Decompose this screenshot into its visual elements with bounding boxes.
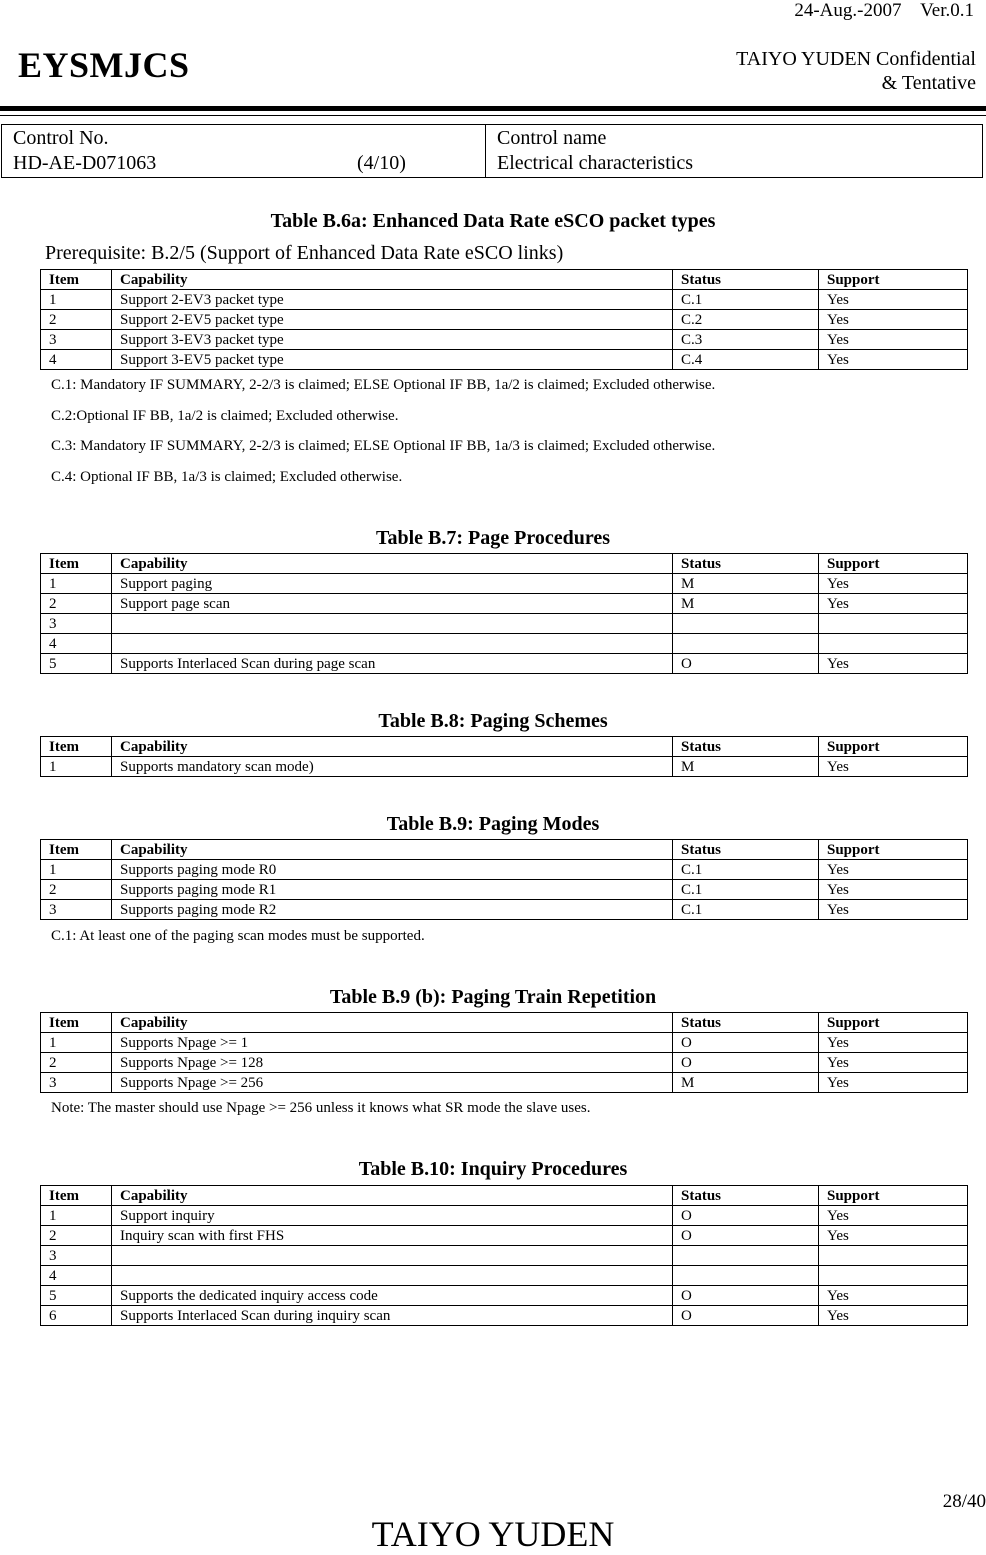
cell-support: Yes: [819, 1306, 968, 1326]
table-note: C.1: Mandatory IF SUMMARY, 2-2/3 is claimed; ELSE Optional IF BB, 1a/2 is claimed; Excluded otherwise.: [51, 377, 716, 393]
page-number: 28/40: [942, 1491, 986, 1512]
cell-capability: Supports paging mode R0: [112, 860, 673, 880]
cell-status: C.3: [673, 330, 819, 350]
cell-status: C.1: [673, 290, 819, 310]
header-rule-thick: [0, 106, 986, 111]
table-row: [41, 1226, 968, 1246]
cell-item: 1: [41, 757, 112, 777]
cell-capability: Support page scan: [112, 594, 673, 614]
cell-item: 4: [41, 1266, 112, 1286]
cell-support: Yes: [819, 574, 968, 594]
cell-item: 2: [41, 1226, 112, 1246]
cell-status: O: [673, 1306, 819, 1326]
control-name-value: Electrical characteristics: [497, 152, 693, 174]
cell-capability: Supports the dedicated inquiry access code: [112, 1286, 673, 1306]
table-row: [41, 900, 968, 920]
cell-capability: Support 2-EV5 packet type: [112, 310, 673, 330]
table-row: [41, 594, 968, 614]
cell-status: O: [673, 1286, 819, 1306]
control-name-cell: [486, 125, 693, 177]
column-header-capability: Capability: [112, 554, 673, 574]
cell-support: Yes: [819, 1226, 968, 1246]
column-header-status: Status: [673, 270, 819, 290]
pics-table: [40, 269, 968, 370]
cell-support: Yes: [819, 860, 968, 880]
cell-status: O: [673, 1053, 819, 1073]
pics-table: [40, 553, 968, 674]
control-page-fraction: (4/10): [357, 152, 406, 174]
control-number-cell: [2, 125, 486, 177]
table-row: [41, 290, 968, 310]
control-box: [1, 124, 983, 178]
cell-status: O: [673, 654, 819, 674]
table-header-row: [41, 554, 968, 574]
cell-status: [673, 1266, 819, 1286]
column-header-status: Status: [673, 1186, 819, 1206]
column-header-support: Support: [819, 1186, 968, 1206]
cell-capability: Supports mandatory scan mode): [112, 757, 673, 777]
cell-capability: Supports Npage >= 1: [112, 1033, 673, 1053]
pics-table: [40, 839, 968, 920]
cell-support: [819, 634, 968, 654]
column-header-status: Status: [673, 737, 819, 757]
table-row: [41, 1246, 968, 1266]
table-row: [41, 350, 968, 370]
cell-capability: Supports Interlaced Scan during page scan: [112, 654, 673, 674]
cell-item: 1: [41, 290, 112, 310]
table-prerequisite: Prerequisite: B.2/5 (Support of Enhanced Data Rate eSCO links): [45, 242, 564, 264]
cell-item: 3: [41, 1073, 112, 1093]
table-row: [41, 574, 968, 594]
column-header-capability: Capability: [112, 840, 673, 860]
cell-support: Yes: [819, 1053, 968, 1073]
cell-capability: Support inquiry: [112, 1206, 673, 1226]
table-note: C.2:Optional IF BB, 1a/2 is claimed; Excluded otherwise.: [51, 408, 399, 424]
column-header-support: Support: [819, 840, 968, 860]
cell-status: C.2: [673, 310, 819, 330]
control-number-label: Control No.: [13, 127, 109, 149]
cell-capability: Support 2-EV3 packet type: [112, 290, 673, 310]
cell-capability: [112, 614, 673, 634]
cell-support: Yes: [819, 1033, 968, 1053]
table-note: C.4: Optional IF BB, 1a/3 is claimed; Excluded otherwise.: [51, 469, 403, 485]
table-title: Table B.9 (b): Paging Train Repetition: [329, 986, 657, 1008]
cell-status: C.1: [673, 900, 819, 920]
table-row: [41, 310, 968, 330]
control-number-value: HD-AE-D071063: [13, 152, 157, 174]
column-header-item: Item: [41, 840, 112, 860]
cell-support: Yes: [819, 757, 968, 777]
cell-item: 4: [41, 634, 112, 654]
confidential-notice: [736, 47, 976, 95]
column-header-support: Support: [819, 737, 968, 757]
table-row: [41, 654, 968, 674]
cell-status: [673, 1246, 819, 1266]
cell-support: [819, 1246, 968, 1266]
column-header-support: Support: [819, 270, 968, 290]
column-header-capability: Capability: [112, 1013, 673, 1033]
table-note: C.3: Mandatory IF SUMMARY, 2-2/3 is claimed; ELSE Optional IF BB, 1a/3 is claimed; Excluded otherwise.: [51, 438, 716, 454]
column-header-item: Item: [41, 554, 112, 574]
cell-capability: Support 3-EV5 packet type: [112, 350, 673, 370]
table-row: [41, 1073, 968, 1093]
cell-item: 2: [41, 880, 112, 900]
cell-support: Yes: [819, 594, 968, 614]
cell-support: Yes: [819, 654, 968, 674]
table-title: Table B.6a: Enhanced Data Rate eSCO packet types: [270, 210, 716, 232]
table-header-row: [41, 270, 968, 290]
pics-table: [40, 1012, 968, 1093]
table-row: [41, 1206, 968, 1226]
cell-item: 3: [41, 900, 112, 920]
date-version: [794, 0, 974, 22]
column-header-item: Item: [41, 737, 112, 757]
table-title: Table B.10: Inquiry Procedures: [358, 1158, 628, 1180]
document-date: 24-Aug.-2007: [794, 0, 902, 21]
cell-support: [819, 1266, 968, 1286]
column-header-support: Support: [819, 554, 968, 574]
column-header-item: Item: [41, 270, 112, 290]
confidential-line-1: TAIYO YUDEN Confidential: [736, 48, 976, 70]
cell-capability: Support paging: [112, 574, 673, 594]
cell-support: Yes: [819, 1286, 968, 1306]
table-row: [41, 860, 968, 880]
control-name-label: Control name: [497, 127, 607, 149]
cell-item: 4: [41, 350, 112, 370]
cell-capability: Inquiry scan with first FHS: [112, 1226, 673, 1246]
cell-status: C.4: [673, 350, 819, 370]
table-header-row: [41, 1186, 968, 1206]
table-row: [41, 1306, 968, 1326]
cell-support: Yes: [819, 880, 968, 900]
table-header-row: [41, 737, 968, 757]
table-title: Table B.7: Page Procedures: [375, 527, 611, 549]
cell-status: M: [673, 757, 819, 777]
table-note: C.1: At least one of the paging scan modes must be supported.: [51, 928, 425, 944]
cell-status: M: [673, 594, 819, 614]
cell-capability: Supports Interlaced Scan during inquiry scan: [112, 1306, 673, 1326]
column-header-capability: Capability: [112, 270, 673, 290]
column-header-status: Status: [673, 1013, 819, 1033]
document-version: Ver.0.1: [920, 0, 974, 21]
pics-table: [40, 1185, 968, 1326]
table-row: [41, 757, 968, 777]
cell-item: 5: [41, 654, 112, 674]
cell-item: 1: [41, 860, 112, 880]
cell-item: 2: [41, 1053, 112, 1073]
cell-status: C.1: [673, 880, 819, 900]
cell-item: 3: [41, 330, 112, 350]
column-header-item: Item: [41, 1013, 112, 1033]
cell-capability: Supports Npage >= 128: [112, 1053, 673, 1073]
cell-item: 1: [41, 1033, 112, 1053]
cell-item: 6: [41, 1306, 112, 1326]
cell-status: [673, 634, 819, 654]
table-title: Table B.8: Paging Schemes: [378, 710, 608, 732]
cell-item: 2: [41, 310, 112, 330]
table-row: [41, 614, 968, 634]
cell-support: Yes: [819, 350, 968, 370]
cell-capability: Supports paging mode R1: [112, 880, 673, 900]
cell-status: O: [673, 1033, 819, 1053]
cell-support: Yes: [819, 1073, 968, 1093]
column-header-capability: Capability: [112, 737, 673, 757]
cell-capability: Supports Npage >= 256: [112, 1073, 673, 1093]
cell-item: 1: [41, 574, 112, 594]
table-note: Note: The master should use Npage >= 256 unless it knows what SR mode the slave uses.: [51, 1100, 591, 1116]
table-title: Table B.9: Paging Modes: [386, 813, 600, 835]
cell-capability: Supports paging mode R2: [112, 900, 673, 920]
cell-item: 5: [41, 1286, 112, 1306]
cell-support: Yes: [819, 900, 968, 920]
table-header-row: [41, 1013, 968, 1033]
cell-item: 1: [41, 1206, 112, 1226]
column-header-capability: Capability: [112, 1186, 673, 1206]
column-header-status: Status: [673, 840, 819, 860]
table-row: [41, 1033, 968, 1053]
table-row: [41, 1266, 968, 1286]
cell-item: 3: [41, 614, 112, 634]
table-header-row: [41, 840, 968, 860]
cell-item: 3: [41, 1246, 112, 1266]
cell-capability: [112, 634, 673, 654]
cell-capability: [112, 1266, 673, 1286]
pics-table: [40, 736, 968, 777]
cell-support: Yes: [819, 330, 968, 350]
table-row: [41, 1286, 968, 1306]
confidential-line-2: & Tentative: [881, 72, 976, 94]
cell-status: O: [673, 1206, 819, 1226]
cell-capability: Support 3-EV3 packet type: [112, 330, 673, 350]
cell-support: [819, 614, 968, 634]
cell-status: M: [673, 574, 819, 594]
company-code: EYSMJCS: [18, 45, 190, 85]
cell-capability: [112, 1246, 673, 1266]
table-row: [41, 330, 968, 350]
cell-status: O: [673, 1226, 819, 1246]
table-row: [41, 1053, 968, 1073]
table-row: [41, 880, 968, 900]
column-header-item: Item: [41, 1186, 112, 1206]
footer-brand: TAIYO YUDEN: [371, 1514, 615, 1554]
column-header-status: Status: [673, 554, 819, 574]
column-header-support: Support: [819, 1013, 968, 1033]
cell-item: 2: [41, 594, 112, 614]
cell-support: Yes: [819, 1206, 968, 1226]
cell-status: C.1: [673, 860, 819, 880]
table-row: [41, 634, 968, 654]
cell-support: Yes: [819, 290, 968, 310]
header-rule-thin: [0, 115, 986, 116]
cell-status: [673, 614, 819, 634]
cell-support: Yes: [819, 310, 968, 330]
cell-status: M: [673, 1073, 819, 1093]
